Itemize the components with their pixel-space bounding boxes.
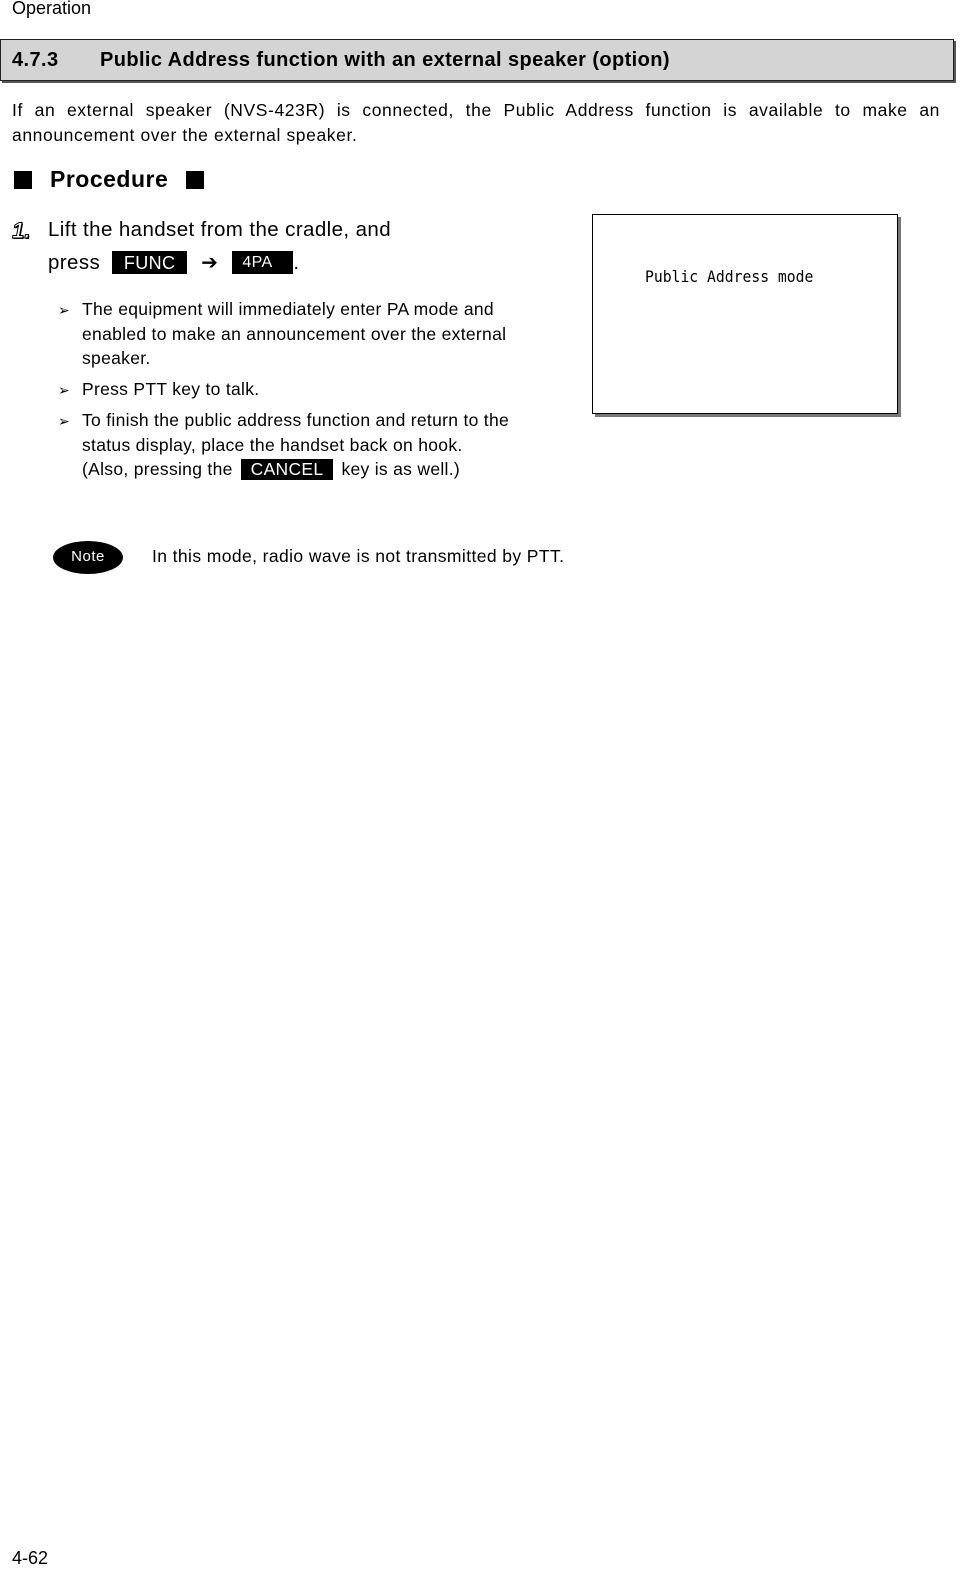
list-item	[58, 377, 528, 403]
step-key-sequence	[48, 250, 299, 275]
right-arrow-icon: ➔	[201, 252, 219, 274]
also-suffix: key is as well.)	[341, 459, 461, 479]
square-bullet-icon	[186, 171, 204, 189]
section-number: 4.7.3	[12, 48, 59, 71]
list-item-text: Press PTT key to talk.	[82, 378, 260, 399]
arrowhead-bullet-icon: ➢	[58, 302, 71, 318]
procedure-heading	[14, 166, 204, 193]
arrowhead-bullet-icon: ➢	[58, 413, 71, 429]
running-header: Operation	[12, 0, 92, 18]
step-period: .	[293, 250, 300, 274]
step-instruction: Lift the handset from the cradle, and	[48, 218, 391, 241]
also-prefix: (Also, pressing the	[82, 459, 233, 479]
cancel-key: CANCEL	[241, 459, 334, 480]
note-text: In this mode, radio wave is not transmitted by PTT.	[152, 546, 565, 566]
step-number: 1.	[12, 218, 31, 243]
display-screen	[592, 214, 898, 414]
intro-paragraph: If an external speaker (NVS-423R) is connected, the Public Address function is available to make an announcement over the external speaker.	[12, 100, 940, 145]
section-title: Public Address function with an external speaker (option)	[100, 48, 670, 71]
square-bullet-icon	[14, 171, 32, 189]
list-item-content	[82, 408, 528, 482]
list-item	[58, 297, 528, 371]
list-item	[58, 408, 528, 482]
step-notes-list	[58, 297, 528, 488]
list-item-text: To finish the public address function and return to the status display, place the handset back on hook.	[82, 410, 510, 455]
list-item-text: The equipment will immediately enter PA mode and enabled to make an announcement over the external speaker.	[82, 299, 507, 368]
func-key: FUNC	[112, 251, 187, 274]
screen-mode-text: Public Address mode	[645, 267, 814, 286]
page-number: 4-62	[12, 1548, 49, 1568]
section-heading	[0, 39, 954, 81]
4pa-key: 4PA	[232, 251, 293, 274]
procedure-title: Procedure	[50, 166, 169, 192]
press-label: press	[48, 250, 101, 274]
arrowhead-bullet-icon: ➢	[58, 381, 71, 398]
note-badge: Note	[53, 541, 123, 574]
